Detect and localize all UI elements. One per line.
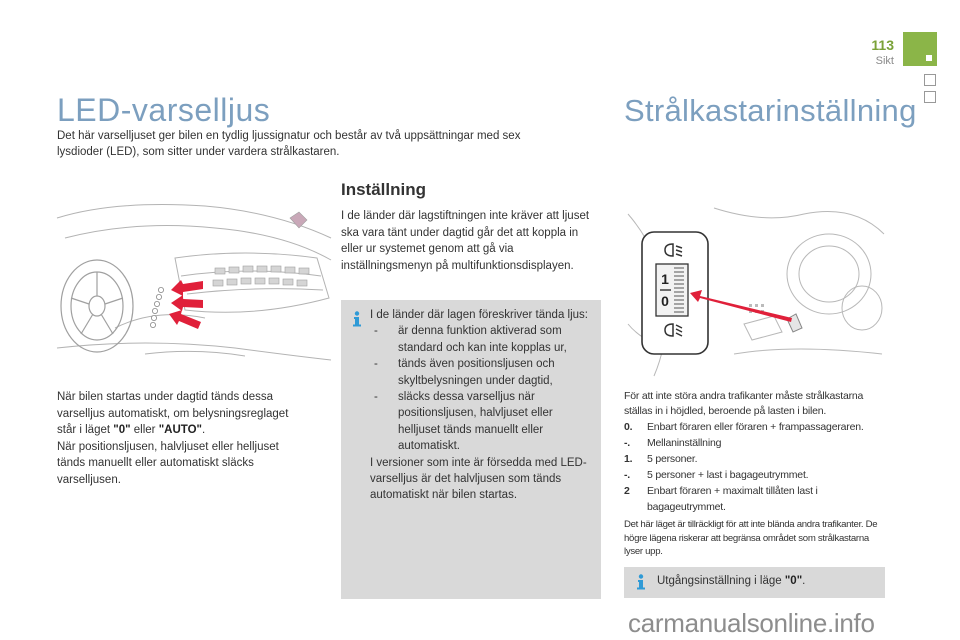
headlamp-adjust-title: Strålkastarinställning <box>624 93 917 128</box>
position-row: 1. 5 personer. <box>624 453 698 465</box>
led-title: LED-varselljus <box>57 92 271 128</box>
or-text: eller <box>130 424 159 436</box>
section-label: Sikt <box>875 55 894 67</box>
switch-position-0: "0" <box>113 424 131 436</box>
position-row: -. Mellaninställning <box>624 437 722 449</box>
arrow-icon <box>169 280 203 329</box>
section-tab-active[interactable] <box>903 32 937 66</box>
list-item: - tänds även positionsljusen och skyltbelysningen under dagtid, <box>374 358 555 387</box>
headlamp-intro: För att inte störa andra trafikanter måste strålkastarna ställas in i höjdled, beroende på lasten i bilen. <box>624 390 864 417</box>
info-box-text <box>370 307 596 504</box>
position-row: -. 5 personer + last i bagageutrymmet. <box>624 469 809 481</box>
tab-marker <box>926 55 932 61</box>
info-icon <box>634 574 648 590</box>
default-position: "0" <box>784 575 803 587</box>
led-body <box>57 389 297 488</box>
list-item: - släcks dessa varselljus när positionsljusen, halvljuset eller helljuset tänds manuellt eller automatiskt. <box>374 391 553 453</box>
info-box-outro: I versioner som inte är försedda med LED-varselljus är det halvljusen som tänds automatiskt när bilen startas. <box>370 456 587 502</box>
led-body-text: När bilen startas under dagtid tänds dessa varselljus automatiskt, om belysningsreglaget står i läget <box>57 391 289 436</box>
led-intro: Det här varselljuset ger bilen en tydlig ljussignatur och består av två uppsättningar med sex lysdioder (LED), som sitter under vardera strålkastaren. <box>57 130 521 158</box>
list-item: - är denna funktion aktiverad som standard och kan inte kopplas ur, <box>374 325 567 354</box>
headlamp-dial-illustration <box>624 204 886 378</box>
headlamp-warning: Det här läget är tillräckligt för att inte blända andra trafikanter. De högre lägena riskerar att begränsa området som strålkastarna lyser upp. <box>624 519 878 558</box>
dial-mark-0: 0 <box>661 293 669 309</box>
dial-mark-1: 1 <box>661 271 669 287</box>
led-body-end: . <box>201 424 206 436</box>
page-number: 113 <box>871 37 894 53</box>
position-row: 2 Enbart föraren + maximalt tillåten last i bagageutrymmet. <box>624 485 818 513</box>
arrow-icon <box>698 288 794 317</box>
info-icon <box>350 311 364 327</box>
section-tab[interactable] <box>924 74 936 86</box>
info-box-intro: I de länder där lagen föreskriver tända ljus: <box>370 309 588 321</box>
led-body-text-2: När positionsljusen, halvljuset eller helljuset tänds manuellt eller automatiskt släcks varselljusen. <box>57 440 279 486</box>
setting-title: Inställning <box>341 180 426 199</box>
switch-position-auto: "AUTO" <box>158 424 202 436</box>
watermark: carmanualsonline.info <box>628 608 875 638</box>
position-row: 0. Enbart föraren eller föraren + frampassageraren. <box>624 421 864 433</box>
setting-body: I de länder där lagstiftningen inte kräver att ljuset ska vara tänt under dagtid går det att koppla in eller ur systemet genom att gå via inställningsmenyn på multifunktionsdisplayen. <box>341 210 590 273</box>
car-front-illustration <box>55 198 333 364</box>
section-tab[interactable] <box>924 91 936 103</box>
default-setting-text: Utgångsinställning i läge "0". <box>657 575 806 587</box>
